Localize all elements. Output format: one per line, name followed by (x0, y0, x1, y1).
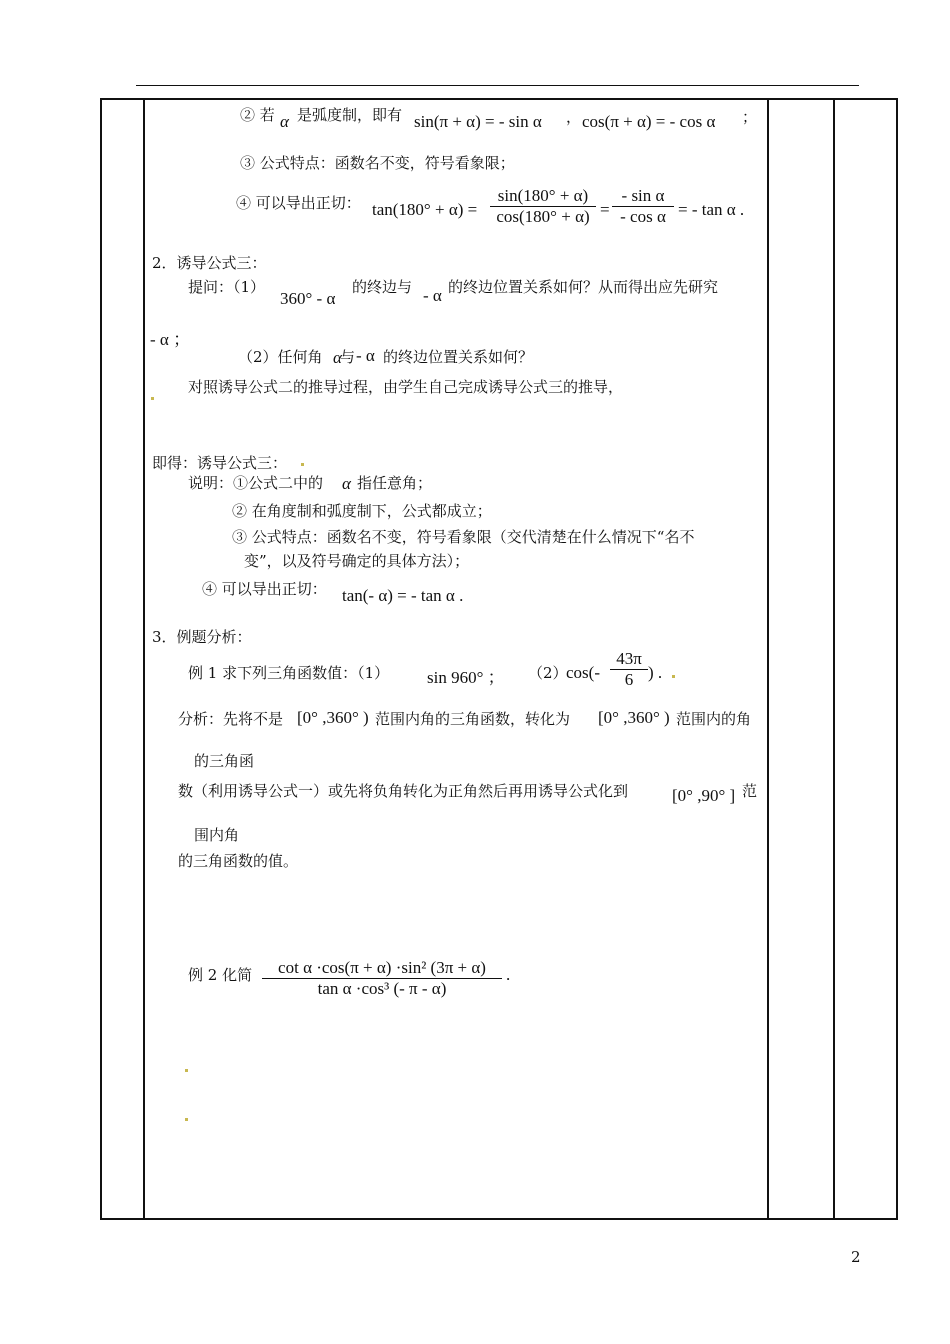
analysis-text-d: 数（利用诱导公式一）或先将负角转化为正角然后再用诱导公式化到 (178, 782, 629, 800)
tan-rhs: = - tan α . (678, 200, 745, 219)
analysis-text-g: 的三角函数的值。 (178, 852, 299, 870)
semicolon: ； (742, 108, 758, 126)
equals-sign: = (600, 200, 610, 219)
analysis-text-a: 范围内角的三角函数，转化为 (375, 710, 571, 728)
expr-360-minus-alpha: 360° - α (280, 289, 336, 308)
interval-0-360: [0° ,360° ) (297, 708, 369, 727)
fraction-simplify (262, 958, 502, 999)
section3-title: 3．例题分析： (152, 628, 252, 646)
question2-text: 的终边位置关系如何？ (383, 348, 534, 366)
table-col-border-3 (833, 98, 835, 1220)
note3-line1: ③ 公式特点：函数名不变，符号看象限（交代清楚在什么情况下“名不 (232, 528, 695, 546)
result-heading: 即得：诱导公式三： (152, 454, 288, 472)
period: . (506, 965, 511, 984)
table-bottom-border (100, 1218, 898, 1220)
table-col-border-4 (896, 98, 898, 1220)
analysis-text-f: 围内角 (194, 826, 240, 844)
rule4-prefix: ④ 可以导出正切： (236, 194, 361, 212)
fraction-denominator: tan α ·cos³ (- π - α) (262, 978, 502, 999)
derivation-instruction: 对照诱导公式二的推导过程，由学生自己完成诱导公式三的推导， (188, 378, 624, 396)
example2-prefix: 例 2 化简 (188, 966, 253, 984)
marker-dot (672, 675, 675, 678)
question1-text-a: 的终边与 (352, 278, 413, 296)
example1-part2: （2） (528, 664, 568, 682)
note4-prefix: ④ 可以导出正切： (202, 580, 327, 598)
alpha-symbol: α (280, 112, 289, 131)
rule2-text: 是弧度制，即有 (297, 106, 403, 124)
fraction-numerator: cot α ·cos(π + α) ·sin² (3π + α) (278, 958, 486, 977)
example1-prefix: 例 1 求下列三角函数值：（1） (188, 664, 390, 682)
fraction-numerator: sin(180° + α) (497, 186, 589, 205)
note3-line2: 变”，以及符号确定的具体方法）； (244, 552, 470, 570)
question1-text-b: 的终边位置关系如何？从而得出应先研究 (448, 278, 719, 296)
fraction-denominator: - cos α (612, 206, 674, 227)
formula-tan-neg-alpha: tan(- α) = - tan α . (342, 586, 464, 605)
question2-and: 与 (340, 348, 356, 366)
expr-cos-open: cos(- (566, 663, 600, 682)
header-rule (136, 85, 859, 86)
note1-suffix: 指任意角； (357, 474, 433, 492)
tan-lhs: tan(180° + α) = (372, 200, 478, 219)
formula-sin-pi-plus-alpha: sin(π + α) = - sin α (414, 112, 542, 131)
expr-neg-alpha-3: - α (356, 346, 375, 365)
formula-cos-pi-plus-alpha: cos(π + α) = - cos α (582, 112, 716, 131)
table-col-border-0 (100, 98, 102, 1220)
expr-neg-alpha-2: - α ； (150, 330, 191, 349)
table-top-border (100, 98, 898, 100)
fraction-denominator: 6 (610, 669, 648, 690)
analysis-text-b: 范围内的角 (676, 710, 752, 728)
interval-0-90: [0° ,90° ] (672, 786, 736, 805)
analysis-text-c: 的三角函 (194, 752, 255, 770)
marker-dot (185, 1069, 188, 1072)
expr-cos-close: ) . (648, 663, 663, 682)
table-col-border-1 (143, 98, 145, 1220)
analysis-text-e: 范 (742, 782, 758, 800)
marker-dot (185, 1118, 188, 1121)
note2: ② 在角度制和弧度制下，公式都成立； (232, 502, 492, 520)
interval-0-360-2: [0° ,360° ) (598, 708, 670, 727)
question2-prefix: （2）任何角 (238, 348, 323, 366)
note1-prefix: 说明：①公式二中的 (188, 474, 324, 492)
alpha-symbol: α (333, 348, 342, 367)
fraction-43pi-over-6 (610, 649, 648, 690)
fraction-denominator: cos(180° + α) (490, 206, 596, 227)
expr-neg-alpha: - α (423, 286, 442, 305)
marker-dot (151, 397, 154, 400)
table-col-border-2 (767, 98, 769, 1220)
fraction-neg-sin-over-neg-cos (612, 186, 674, 227)
rule2-prefix: ② 若 (240, 106, 275, 124)
rule3-features: ③ 公式特点：函数名不变，符号看象限； (240, 154, 515, 172)
expr-sin-960: sin 960° ； (427, 668, 505, 687)
fraction-numerator: 43π (616, 649, 642, 668)
analysis-prefix: 分析：先将不是 (178, 710, 284, 728)
fraction-numerator: - sin α (621, 186, 665, 205)
fraction-sin-over-cos (490, 186, 596, 227)
comma: ， (566, 108, 582, 126)
page-number: 2 (851, 1248, 861, 1266)
question1-prefix: 提问：（1） (188, 278, 266, 296)
section2-title: 2．诱导公式三： (152, 254, 267, 272)
alpha-symbol: α (342, 474, 351, 493)
marker-dot (301, 463, 304, 466)
